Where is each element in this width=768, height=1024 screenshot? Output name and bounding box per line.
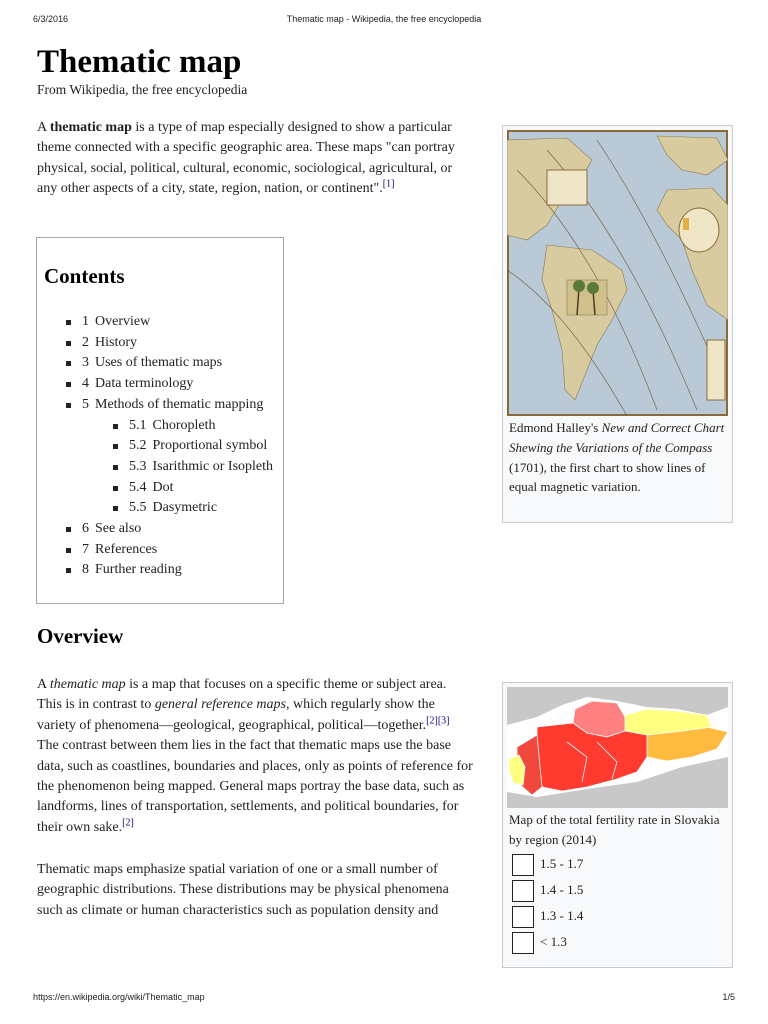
halley-chart-image[interactable] <box>507 130 728 416</box>
toc-title: Contents <box>44 264 125 288</box>
print-doc-title: Thematic map - Wikipedia, the free encyclopedia <box>286 14 482 24</box>
toc-num: 5.5 <box>129 500 147 516</box>
toc-num: 5.3 <box>129 458 147 474</box>
toc-item-methods[interactable] <box>66 395 273 416</box>
toc-label: Dot <box>152 479 174 495</box>
toc-label: Further reading <box>95 562 182 578</box>
citation-2[interactable]: [2] <box>426 715 438 727</box>
toc-list <box>66 312 273 581</box>
toc-item-overview[interactable] <box>66 312 273 333</box>
toc-label: Methods of thematic mapping <box>95 396 264 412</box>
ov-text: , which regularly show the variety of phenomena—geological, geographical, political—together. <box>37 697 435 733</box>
print-page-number: 1/5 <box>722 992 735 1002</box>
toc-label: Dasymetric <box>152 500 218 516</box>
page-tagline: From Wikipedia, the free encyclopedia <box>37 82 248 97</box>
toc-item-uses[interactable] <box>66 353 273 374</box>
halley-caption <box>509 418 729 497</box>
caption-text-b: (1701), the first chart to show lines of equal magnetic variation. <box>509 459 706 495</box>
print-url[interactable]: https://en.wikipedia.org/wiki/Thematic_map <box>33 992 205 1002</box>
toc-label: See also <box>95 521 142 537</box>
overview-paragraph-1 <box>37 675 474 838</box>
intro-paragraph <box>37 118 474 200</box>
toc-item-further-reading[interactable] <box>66 560 273 581</box>
halley-chart-drawing <box>507 130 728 416</box>
toc-num: 3 <box>82 355 89 371</box>
toc-num: 4 <box>82 376 89 392</box>
toc-num: 5 <box>82 396 89 412</box>
print-date: 6/3/2016 <box>33 14 69 24</box>
toc-label: Proportional symbol <box>152 438 268 454</box>
halley-caption-title: New and Correct Chart Shewing the Variations of the Compass <box>509 420 725 455</box>
toc-num: 5.4 <box>129 479 147 495</box>
toc-item-dasymetric[interactable] <box>113 498 273 519</box>
toc-label: Data terminology <box>95 376 194 392</box>
ov-text: is a map that focuses on a specific theme or subject area. This is in contrast to <box>37 677 447 713</box>
toc-item-data-terminology[interactable] <box>66 374 273 395</box>
ov-text: The contrast between them lies in the fact that thematic maps use the base data, such as coastlines, boundaries and places, only as points of reference for the phenomenon being mapped. General maps portray the base data, such as landforms, lines of transportation, settlements, and political boundaries, for their own sake. <box>37 738 473 835</box>
ov-text: A <box>37 677 50 692</box>
toc-num: 2 <box>82 334 89 350</box>
toc-item-choropleth[interactable] <box>113 416 273 437</box>
toc-item-history[interactable] <box>66 333 273 354</box>
intro-text-a: A <box>37 120 50 135</box>
print-header <box>0 14 768 30</box>
legend-label: 1.4 - 1.5 <box>540 882 584 897</box>
toc-label: Uses of thematic maps <box>95 355 223 371</box>
toc-num: 6 <box>82 521 89 537</box>
overview-paragraph-2: Thematic maps emphasize spatial variation of one or a small number of geographic distributions. These distributions may be physical phenomena such as climate or human characteristics such as population density and <box>37 862 449 918</box>
slovakia-map-drawing <box>507 687 728 808</box>
intro-text: is a type of map especially designed to show a particular theme connected with a specific geographic area. These maps "can portray physical, social, political, cultural, economic, sociological, agricultural, or any other aspects of a city, state, region, nation, or continent". <box>37 120 455 197</box>
toc-item-see-also[interactable] <box>66 519 273 540</box>
slovakia-caption: Map of the total fertility rate in Slovakia by region (2014) <box>509 812 720 847</box>
toc-item-dot[interactable] <box>113 478 273 499</box>
toc-label: Choropleth <box>152 417 216 433</box>
toc-item-isarithmic[interactable] <box>113 457 273 478</box>
page-title: Thematic map <box>37 44 242 80</box>
citation-1[interactable]: [1] <box>382 178 395 190</box>
slovakia-map-image[interactable] <box>507 687 728 808</box>
intro-bold-term: thematic map <box>49 120 132 135</box>
citation-3[interactable]: [3] <box>437 715 450 727</box>
section-heading-overview: Overview <box>37 624 124 648</box>
toc-num: 5.2 <box>129 438 147 454</box>
print-footer <box>0 992 768 1008</box>
toc-item-references[interactable] <box>66 540 273 561</box>
legend-swatch <box>512 854 534 876</box>
toc-num: 5.1 <box>129 417 147 433</box>
legend-swatch <box>512 906 534 928</box>
figure-halley-chart <box>502 125 733 523</box>
table-of-contents <box>36 237 284 604</box>
toc-label: References <box>95 541 158 557</box>
toc-num: 8 <box>82 562 89 578</box>
citation-2b[interactable]: [2] <box>122 817 134 829</box>
ov-em-general: general reference maps <box>154 697 286 713</box>
caption-text-a: Edmond Halley's <box>509 420 602 435</box>
toc-label: Isarithmic or Isopleth <box>152 458 274 474</box>
legend-label: 1.5 - 1.7 <box>540 856 584 871</box>
toc-item-proportional-symbol[interactable] <box>113 436 273 457</box>
legend-swatch <box>512 880 534 902</box>
toc-label: Overview <box>95 314 151 329</box>
ov-em-thematic: thematic map <box>49 677 126 692</box>
legend-swatch <box>512 932 534 954</box>
figure-slovakia-fertility <box>502 682 733 968</box>
legend-label: < 1.3 <box>540 934 567 949</box>
legend-label: 1.3 - 1.4 <box>540 908 584 923</box>
toc-num: 7 <box>82 541 89 557</box>
toc-label: History <box>95 334 137 350</box>
toc-num: 1 <box>82 314 89 329</box>
